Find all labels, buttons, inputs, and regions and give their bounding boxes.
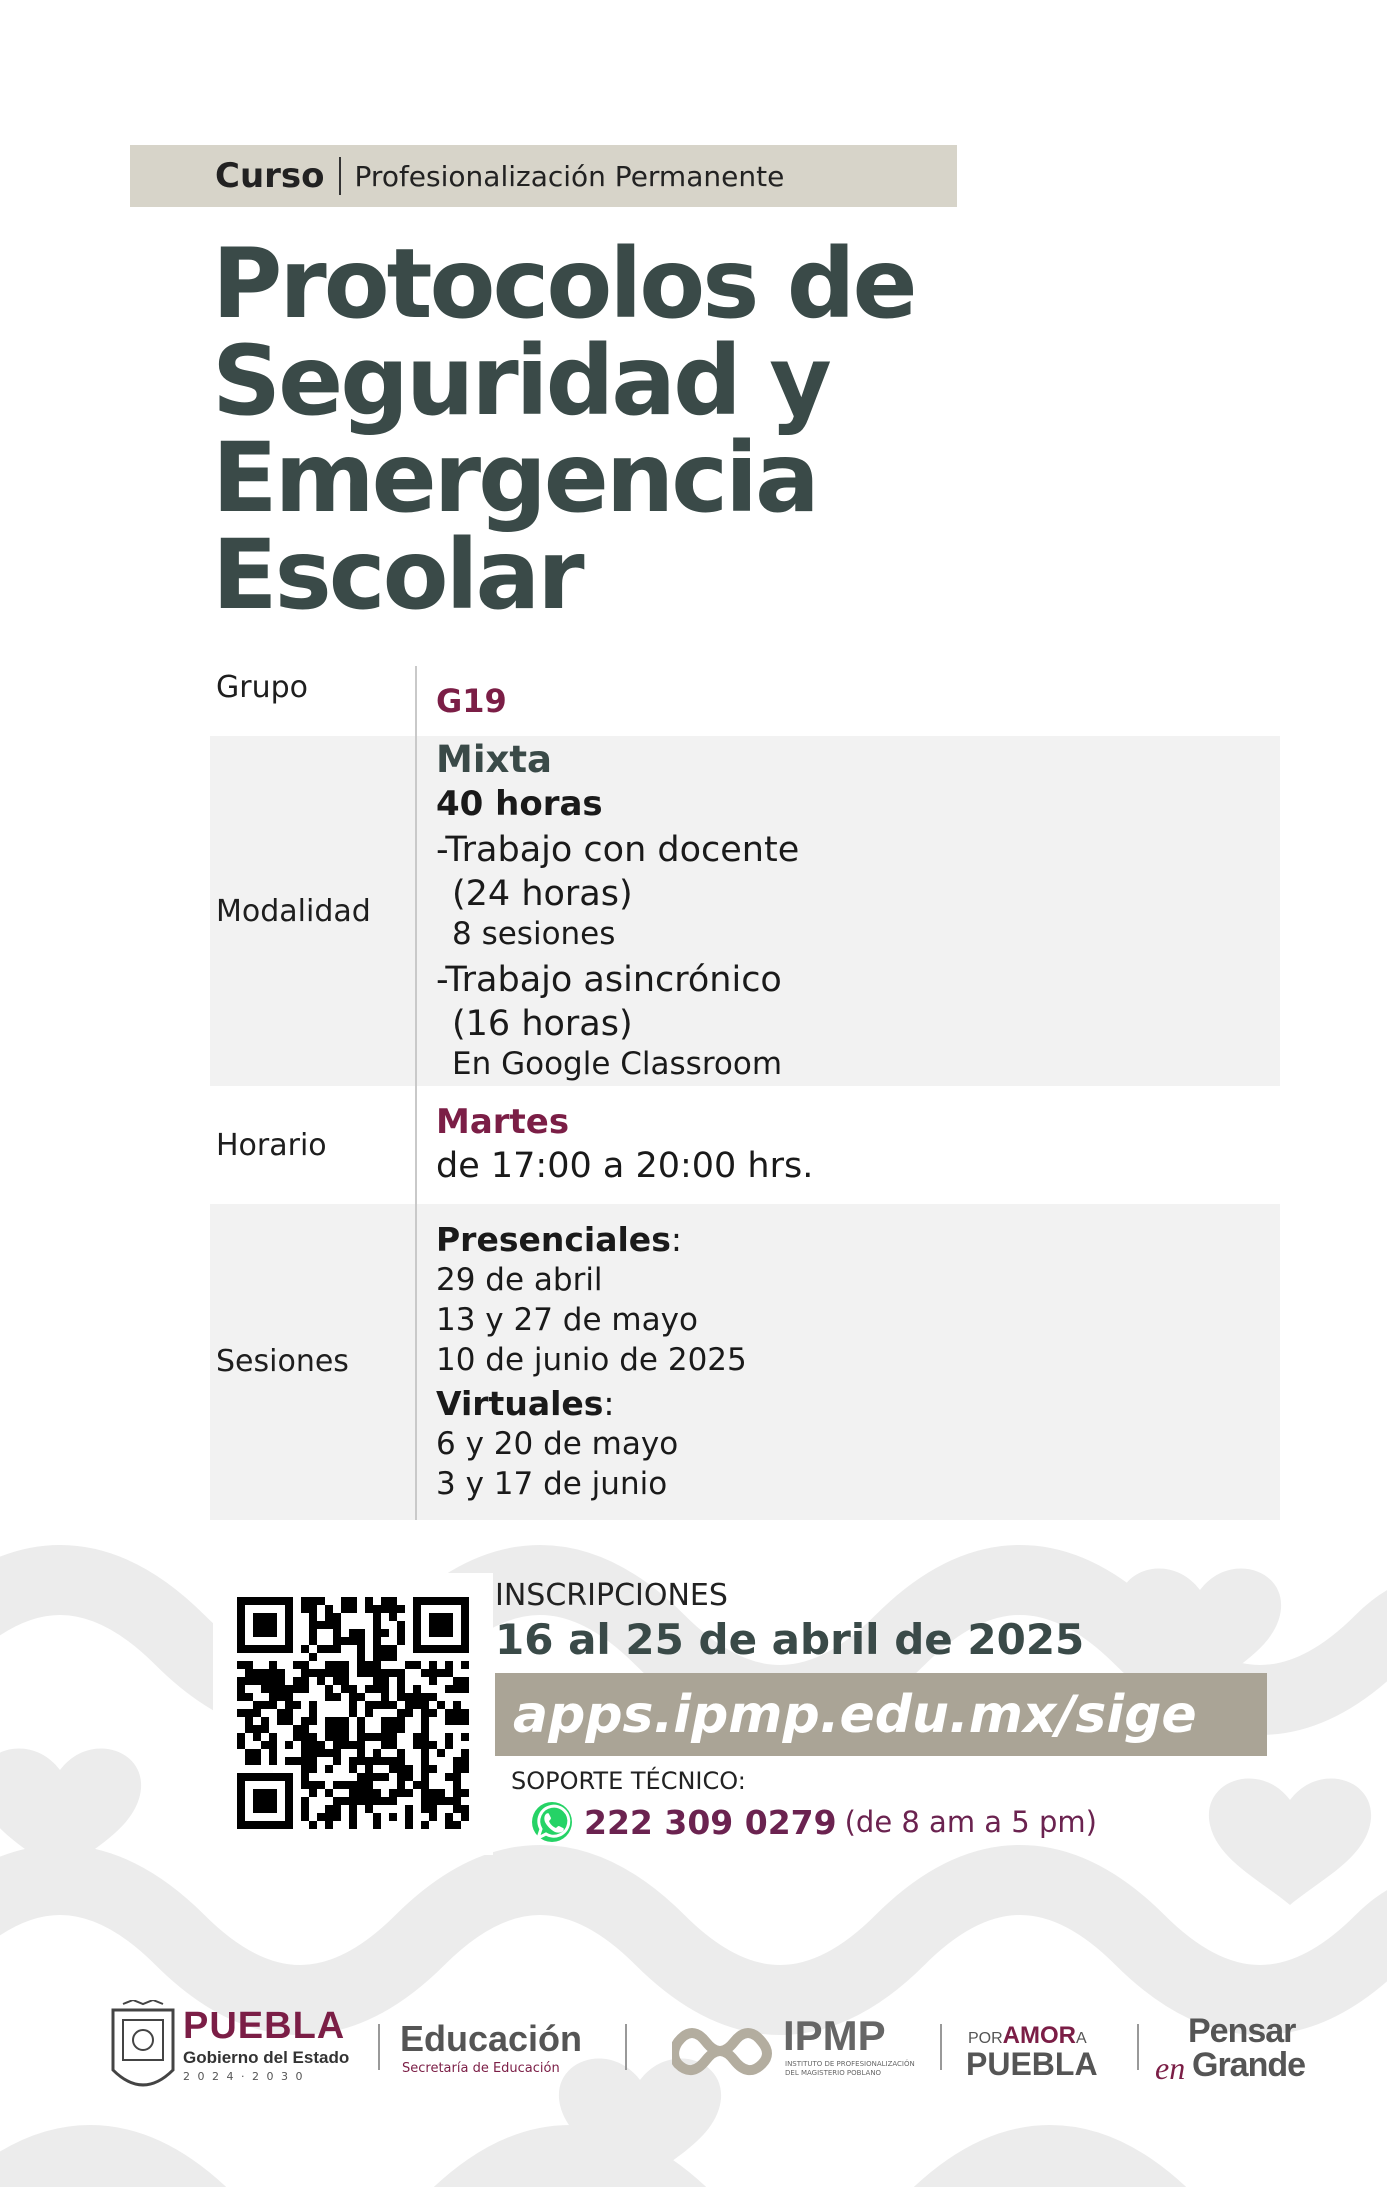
footer-divider (378, 2024, 380, 2070)
modalidad-line: (24 horas) (452, 874, 633, 914)
ipmp-subtitle: DEL MAGISTERIO POBLANO (785, 2069, 882, 2077)
registration-url[interactable]: apps.ipmp.edu.mx/sige (495, 1673, 1267, 1756)
modalidad-horas: 40 horas (436, 784, 603, 824)
modalidad-line: -Trabajo asincrónico (436, 960, 782, 1000)
session-date: 3 y 17 de junio (436, 1466, 668, 1502)
footer-divider (625, 2024, 627, 2070)
grande-text: Grande (1192, 2046, 1306, 2084)
modalidad-tipo: Mixta (436, 738, 553, 781)
course-title (212, 228, 1112, 631)
title-line: Emergencia (212, 422, 817, 534)
grupo-label: Grupo (216, 670, 308, 705)
session-date: 10 de junio de 2025 (436, 1342, 747, 1378)
modalidad-line: 8 sesiones (452, 916, 616, 952)
sesiones-value (436, 1220, 747, 1506)
modalidad-line: -Trabajo con docente (436, 830, 800, 870)
course-tag-bar (130, 145, 957, 207)
horario-dia: Martes (436, 1102, 570, 1142)
footer-logos (0, 1990, 1387, 2110)
phone-number: 222 309 0279 (584, 1802, 837, 1842)
footer-divider (1137, 2024, 1139, 2070)
pensar-text: Pensar (1188, 2012, 1296, 2050)
session-date: 13 y 27 de mayo (436, 1302, 698, 1338)
title-line: Protocolos de (212, 228, 915, 340)
session-date: 6 y 20 de mayo (436, 1426, 679, 1462)
por-amor-a-puebla-logo: PORAMORA (968, 2022, 1087, 2049)
modalidad-line: En Google Classroom (452, 1046, 783, 1082)
en-text: en (1155, 2050, 1186, 2086)
ipmp-subtitle: INSTITUTO DE PROFESIONALIZACIÓN (785, 2060, 915, 2068)
registration-dates: 16 al 25 de abril de 2025 (495, 1615, 1085, 1664)
gobierno-text: Gobierno del Estado (183, 2048, 350, 2067)
modalidad-line: (16 horas) (452, 1004, 633, 1044)
course-type: Curso (215, 156, 325, 196)
presenciales-title: Presenciales: (436, 1220, 682, 1259)
educacion-wordmark: Educación (400, 2018, 583, 2059)
secretaria-text: Secretaría de Educación (402, 2061, 560, 2076)
modalidad-label: Modalidad (216, 894, 371, 929)
registration-label: INSCRIPCIONES (495, 1578, 728, 1613)
support-label: SOPORTE TÉCNICO: (511, 1767, 746, 1795)
virtuales-title: Virtuales: (436, 1384, 615, 1423)
phone-hours: (de 8 am a 5 pm) (844, 1805, 1097, 1839)
table-divider (415, 666, 417, 1520)
ipmp-logo-icon (672, 2020, 776, 2080)
whatsapp-icon (530, 1800, 574, 1844)
sesiones-label: Sesiones (216, 1344, 349, 1379)
row-grupo (210, 666, 1280, 736)
row-sesiones (210, 1204, 1280, 1520)
session-date: 29 de abril (436, 1262, 603, 1298)
horario-value (436, 1102, 813, 1186)
qr-code-image (213, 1573, 493, 1855)
row-modalidad (210, 736, 1280, 1086)
title-line: Escolar (212, 519, 582, 631)
grupo-value: G19 (436, 682, 507, 720)
title-line: Seguridad y (212, 325, 829, 437)
course-program: Profesionalización Permanente (354, 159, 785, 193)
ipmp-wordmark: IPMP (783, 2012, 886, 2059)
footer-divider (940, 2024, 942, 2070)
puebla-wordmark: PUEBLA (183, 2005, 346, 2047)
puebla-wordmark-2: PUEBLA (966, 2046, 1098, 2082)
years-text: 2 0 2 4 · 2 0 3 0 (183, 2070, 305, 2083)
row-horario (210, 1086, 1280, 1204)
support-phone[interactable] (530, 1800, 1097, 1844)
modalidad-value (436, 738, 799, 1086)
tag-divider (339, 157, 341, 195)
puebla-coat-icon (108, 2000, 178, 2100)
qr-code[interactable] (213, 1573, 493, 1855)
horario-hora: de 17:00 a 20:00 hrs. (436, 1146, 814, 1186)
horario-label: Horario (216, 1128, 327, 1163)
